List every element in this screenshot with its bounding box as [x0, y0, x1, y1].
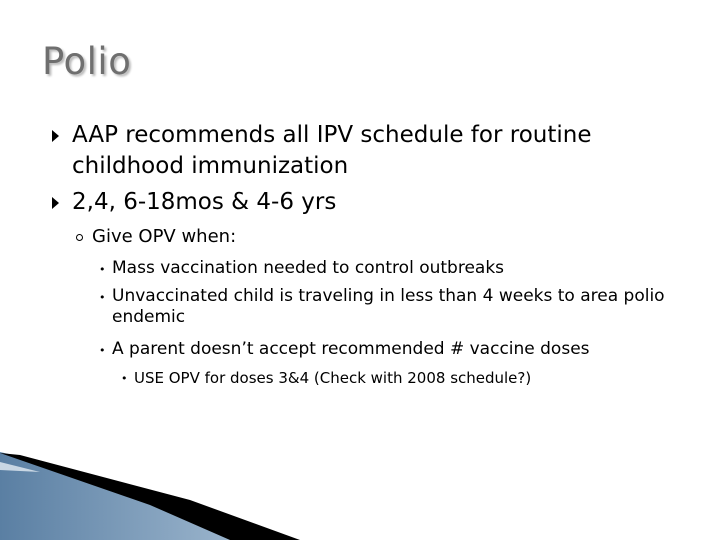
sub-item-1-text: Mass vaccination needed to control outbreaks — [112, 258, 505, 278]
dot-bullet-icon: • — [99, 344, 106, 357]
dot-bullet-icon: • — [121, 372, 128, 385]
sub-item-2-text: Unvaccinated child is traveling in less than 4 weeks to area polio endemic — [112, 286, 665, 327]
sub-sub-item-text: USE OPV for doses 3&4 (Check with 2008 schedule?) — [134, 369, 532, 387]
sub-item-3-text: A parent doesn’t accept recommended # vaccine doses — [112, 339, 590, 359]
bullet-2-text: 2,4, 6-18mos & 4-6 yrs — [72, 189, 337, 215]
sub-heading-text: Give OPV when: — [92, 226, 237, 247]
slide-title: Polio — [42, 40, 132, 83]
dot-bullet-icon: • — [99, 291, 106, 304]
bullet-1-text: AAP recommends all IPV schedule for routine childhood immunization — [72, 122, 592, 179]
dot-bullet-icon: • — [99, 263, 106, 276]
